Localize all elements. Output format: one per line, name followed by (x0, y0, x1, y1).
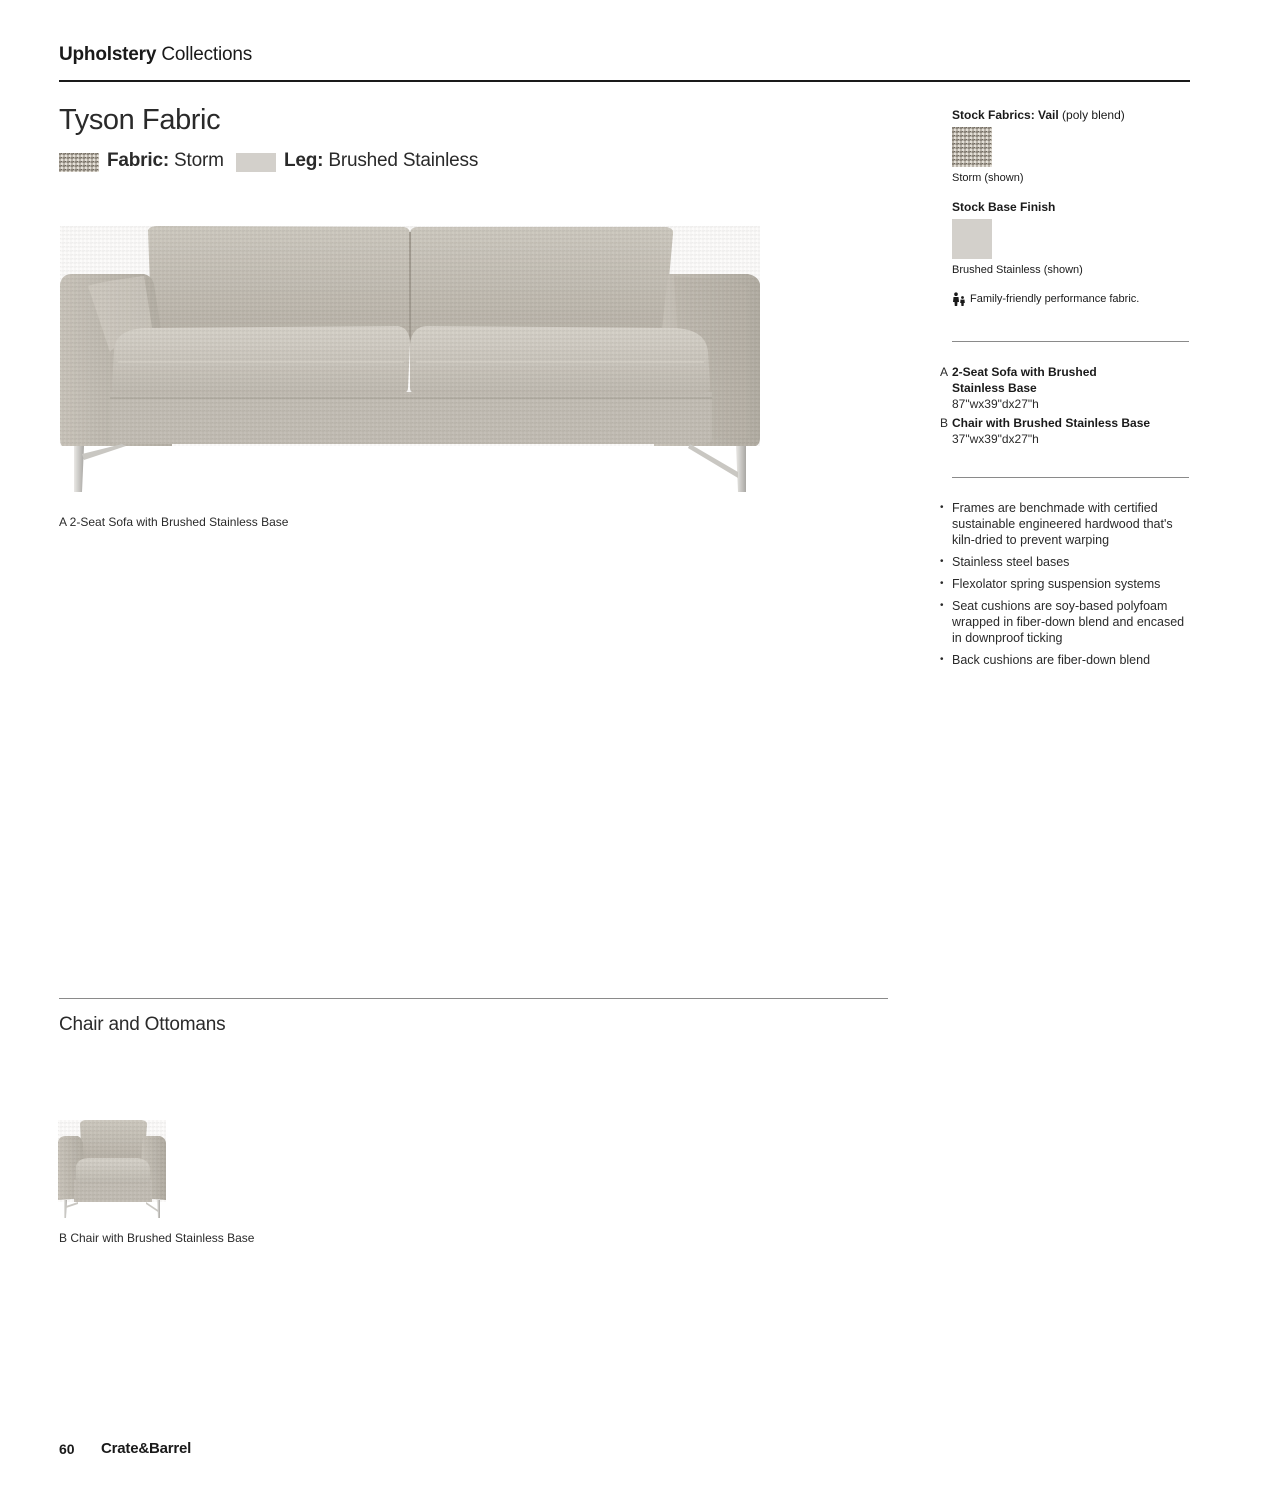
item-row (940, 415, 1182, 447)
sofa-image (58, 222, 764, 498)
base-finish-label: Stock Base Finish (952, 200, 1056, 214)
bullet-icon: • (940, 578, 944, 589)
brand-logo: Crate&Barrel (101, 1440, 192, 1457)
item-body (952, 364, 1182, 412)
bullet-icon: • (940, 654, 944, 665)
item-dimensions: 87"wx39"dx27"h (952, 397, 1039, 411)
feature-item (940, 500, 1190, 548)
feature-text: Stainless steel bases (952, 555, 1070, 569)
stock-fabrics-name: Stock Fabrics: Vail (952, 108, 1059, 122)
product-title: Tyson Fabric (59, 104, 221, 136)
item-name: Chair with Brushed Stainless Base (952, 416, 1151, 430)
family-icon (952, 292, 966, 306)
item-letter: A (940, 365, 949, 379)
leg-spec (284, 150, 478, 172)
item-body (952, 415, 1182, 447)
section-header-rest: Collections (156, 44, 253, 65)
family-note (952, 292, 1139, 306)
stainless-swatch-icon (952, 219, 992, 259)
features-list (940, 500, 1190, 674)
fabric-spec-value: Storm (168, 150, 224, 171)
bullet-icon: • (940, 600, 944, 611)
section-header (59, 44, 252, 66)
right-divider (952, 477, 1189, 478)
fabric-swatch-icon (59, 153, 99, 172)
bullet-icon: • (940, 502, 944, 513)
feature-item (940, 554, 1190, 570)
item-letter: B (940, 416, 949, 430)
leg-swatch-icon (236, 153, 276, 172)
item-name: 2-Seat Sofa with Brushed (952, 365, 1097, 379)
chair-caption: B Chair with Brushed Stainless Base (59, 1231, 255, 1245)
chair-image (56, 1118, 170, 1222)
stainless-shown-label: Brushed Stainless (shown) (952, 264, 1083, 276)
page-number: 60 (59, 1441, 75, 1457)
leg-spec-value: Brushed Stainless (323, 150, 479, 171)
section-header-bold: Upholstery (59, 44, 157, 65)
storm-shown-label: Storm (shown) (952, 172, 1024, 184)
stock-fabrics-label (952, 108, 1125, 122)
feature-text: Flexolator spring suspension systems (952, 577, 1161, 591)
leg-spec-label: Leg: (284, 150, 324, 171)
item-dimensions: 37"wx39"dx27"h (952, 432, 1039, 446)
section-title: Chair and Ottomans (59, 1014, 226, 1035)
item-row (940, 364, 1182, 412)
feature-item (940, 598, 1190, 646)
feature-text: Frames are benchmade with certified sustainable engineered hardwood that's kiln-dried to prevent warping (952, 501, 1173, 547)
family-note-text: Family-friendly performance fabric. (970, 293, 1140, 305)
header-divider (59, 80, 1190, 82)
section-divider (59, 998, 888, 999)
sofa-caption: A 2-Seat Sofa with Brushed Stainless Base (59, 515, 289, 529)
feature-item (940, 652, 1190, 668)
item-name-cont: Stainless Base (952, 381, 1037, 395)
feature-item (940, 576, 1190, 592)
fabric-spec (107, 150, 224, 172)
fabric-spec-label: Fabric: (107, 150, 169, 171)
feature-text: Seat cushions are soy-based polyfoam wrapped in fiber-down blend and encased in downproof ticking (952, 599, 1185, 645)
stock-fabrics-note: (poly blend) (1058, 108, 1125, 122)
feature-text: Back cushions are fiber-down blend (952, 653, 1151, 667)
right-divider (952, 341, 1189, 342)
storm-swatch-icon (952, 127, 992, 167)
bullet-icon: • (940, 556, 944, 567)
